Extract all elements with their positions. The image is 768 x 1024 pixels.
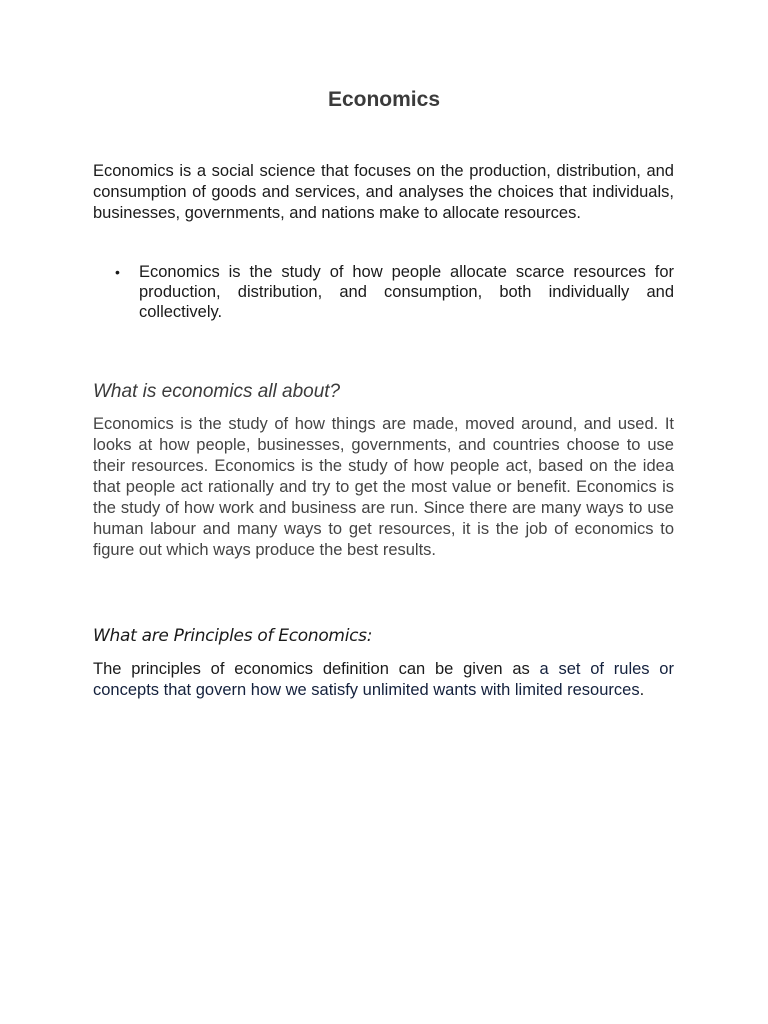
bullet-text: Economics is the study of how people allocate scarce resources for production, distribution, and consumption, both individually and collectively. [139,263,674,321]
list-item [93,262,674,322]
intro-paragraph: Economics is a social science that focuses on the production, distribution, and consumption of goods and services, and analyses the choices that individuals, businesses, governments, and nations make to allocate resources. [93,162,674,222]
bullet-dot-icon: • [115,264,120,280]
principles-highlight-text: a set of rules or concepts that govern how we satisfy unlimited wants with limited resources [93,660,674,699]
principles-lead-text: The principles of economics definition can be given as [93,660,540,678]
bullet-list [93,262,674,322]
section-body-what-is-economics: Economics is the study of how things are made, moved around, and used. It looks at how people, businesses, governments, and countries choose to use their resources. Economics is the study of how people act, based on the idea that people act rationally and try to get the most value or benefit. Economics is the study of how work and business are run. Since there are many ways to use human labour and many ways to get resources, it is the job of economics to figure out which ways produce the best results. [93,415,674,559]
principles-tail-text: . [639,681,645,699]
section-heading-what-is-economics: What is economics all about? [93,381,341,402]
section-heading-principles: What are Principles of Economics: [93,626,373,646]
page-title: Economics [327,88,441,111]
section-body-principles [93,659,674,701]
